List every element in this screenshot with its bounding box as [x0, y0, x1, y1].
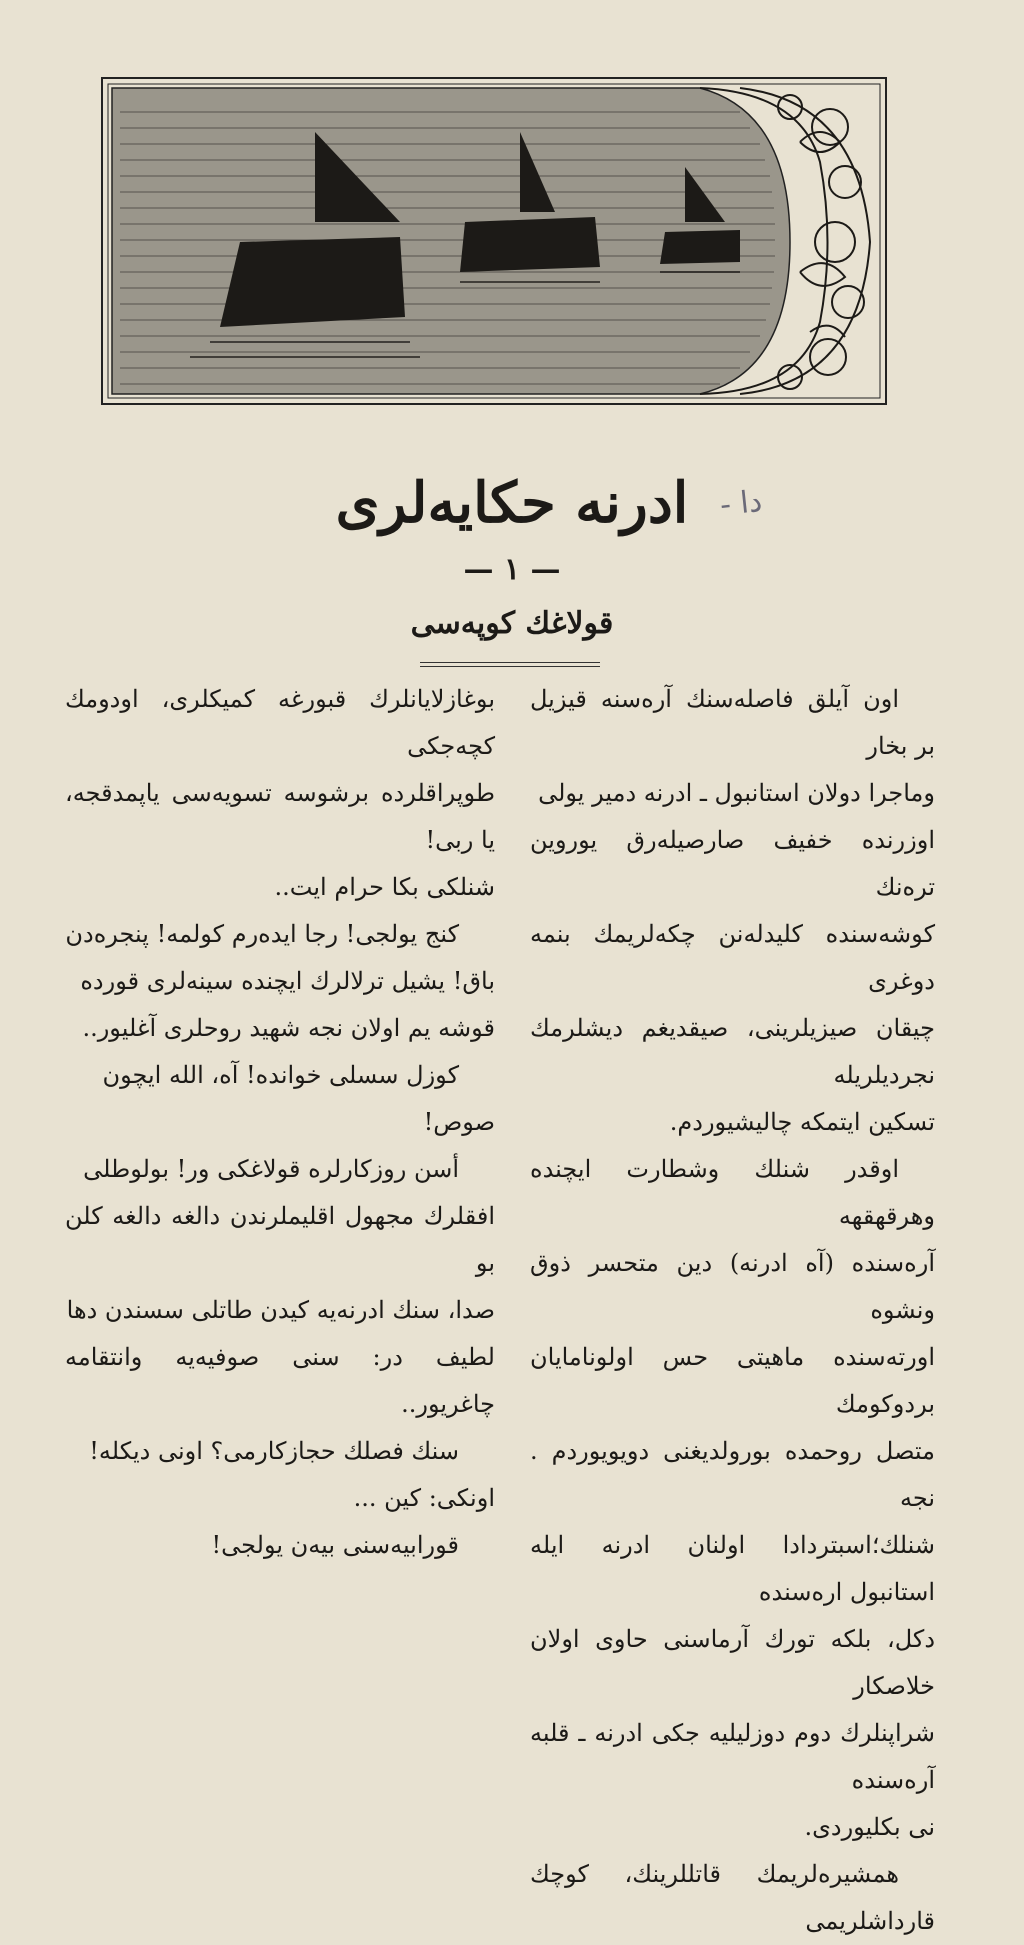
- text-line: سنك فصلك حجازکارمی؟ اونی ديکله!: [89, 1437, 459, 1465]
- text-line: لطيف در: سنی صوفيه‌يه وانتقامه چاغريور..: [65, 1343, 495, 1418]
- handwritten-margin-note: دا -: [718, 483, 764, 524]
- text-line: أسن روزکارلره قولاغکی ور! بولوطلی: [83, 1155, 459, 1183]
- text-line: متصل روحمده بورولديغنی دويويوردم . نجه: [530, 1437, 935, 1512]
- text-line: شراپنلرك دوم دوزليليه جکی ادرنه ـ قلبه آره‌سنده: [530, 1719, 935, 1794]
- article-subtitle: قولاغك کوپه‌سی: [410, 606, 614, 641]
- text-line: نی بکليوردی.: [804, 1813, 935, 1841]
- title-divider: [420, 662, 600, 667]
- text-line: تسکين ايتمکه چاليشيوردم.: [669, 1108, 935, 1136]
- text-line: چيقان صيزيلرينی، صيقديغم ديشلرمك نجرديلريله: [530, 1014, 935, 1089]
- header-engraving: [100, 72, 890, 410]
- text-line: همشيره‌لريمك قاتللرينك، کوچك قارداشلريمی: [530, 1860, 935, 1935]
- text-column-left: [65, 676, 495, 1569]
- text-line: افقلرك مجهول اقليملرندن دالغه دالغه کلن بو: [65, 1202, 495, 1277]
- text-column-right: [530, 676, 935, 1945]
- text-line: آره‌سنده (آه ادرنه) دين متحسر ذوق ونشوه: [530, 1249, 935, 1324]
- text-line: شنلکی بکا حرام ايت..: [274, 873, 495, 901]
- text-line: باق! يشيل ترلالرك ايچنده سينه‌لری قورده: [80, 967, 495, 995]
- text-line: دکل، بلکه تورك آرماسنی حاوی اولان خلاصکار: [530, 1625, 935, 1700]
- text-line: اون آيلق فاصله‌سنك آره‌سنه قيزيل بر بخار: [530, 685, 935, 760]
- text-line: کوزل سسلی خوانده! آه، الله ايچون: [102, 1061, 459, 1089]
- text-line: قورابيه‌سنی بيه‌ن يولجی!: [211, 1531, 459, 1559]
- part-number: — ١ —: [463, 552, 561, 587]
- text-line: بوغازلايانلرك قبورغه کميکلری، اودومك کچه‌جکی: [65, 685, 495, 760]
- text-line: کوشه‌سنده کليدله‌نن چکه‌لريمك بنمه دوغری: [530, 920, 935, 995]
- text-line: صدا، سنك ادرنه‌يه کيدن طاتلی سسندن دها: [66, 1296, 495, 1324]
- text-line: شنلك؛اسبتردادا اولنان ادرنه ايله استانبول اره‌سنده: [530, 1531, 935, 1606]
- text-line: اونکی: کين ...: [353, 1484, 495, 1512]
- text-line: کنج يولجی! رجا ايده‌رم کولمه! پنجره‌دن: [65, 920, 459, 948]
- text-line: اوقدر شنلك وشطارت ايچنده وهرقهقهه: [530, 1155, 935, 1230]
- text-line: اوزرنده خفيف صارصيله‌رق يوروين تره‌نك: [530, 826, 935, 901]
- text-line: اورته‌سنده ماهيتی حس اولونامايان بردوکومك: [530, 1343, 935, 1418]
- text-line: طوپراقلرده برشوسه تسويه‌سی ياپمدقجه، يا ربی!: [65, 779, 495, 854]
- text-line: صوص!: [423, 1108, 495, 1136]
- text-line: قوشه يم اولان نجه شهيد روحلری آغليور..: [82, 1014, 495, 1042]
- text-line: وماجرا دولان استانبول ـ ادرنه دمير يولی: [538, 779, 935, 807]
- article-title: ادرنه حکایه‌لری: [335, 470, 689, 536]
